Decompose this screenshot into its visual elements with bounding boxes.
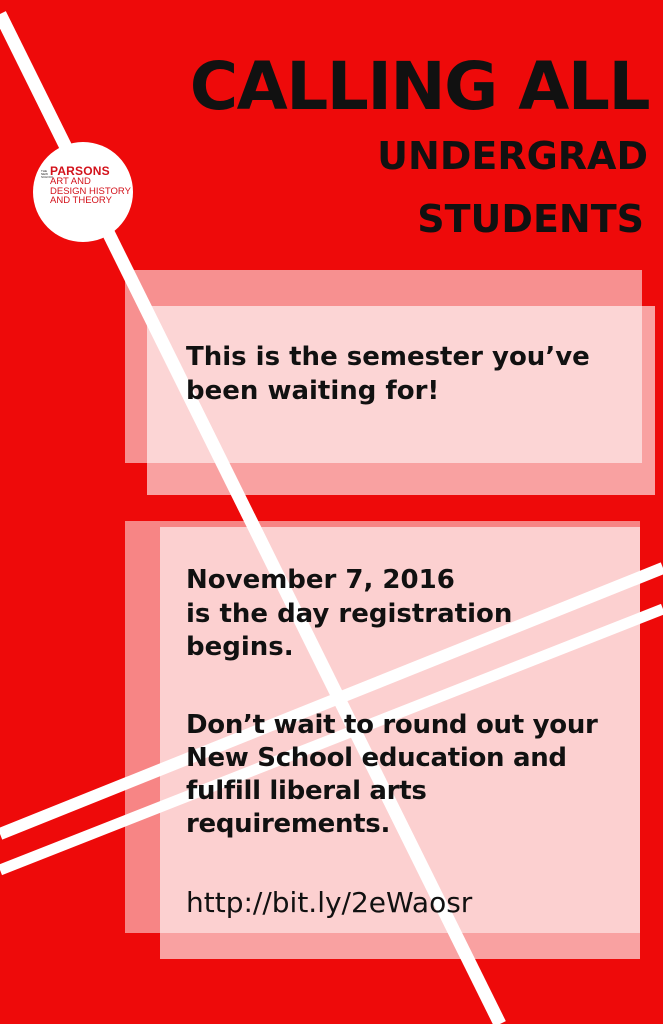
parsons-logo	[33, 142, 133, 242]
headline-calling-all: CALLING ALL	[189, 48, 649, 125]
logo-department: ART AND DESIGN HISTORY AND THEORY	[50, 176, 131, 206]
tagline-text: This is the semester you’ve been waiting for!	[186, 342, 590, 406]
logo-name: PARSONS	[50, 164, 110, 178]
registration-date: November 7, 2016	[186, 565, 455, 595]
registration-link[interactable]: http://bit.ly/2eWaosr	[186, 886, 473, 919]
call-to-action-text: Don’t wait to round out your New School education and fulfill liberal arts requirements.	[186, 710, 598, 839]
logo-small-text: THE NEW SCHOOL	[41, 169, 54, 180]
headline-undergrad: UNDERGRAD	[377, 134, 648, 178]
headline-students: STUDENTS	[417, 197, 644, 241]
registration-text: is the day registration begins.	[186, 599, 513, 662]
